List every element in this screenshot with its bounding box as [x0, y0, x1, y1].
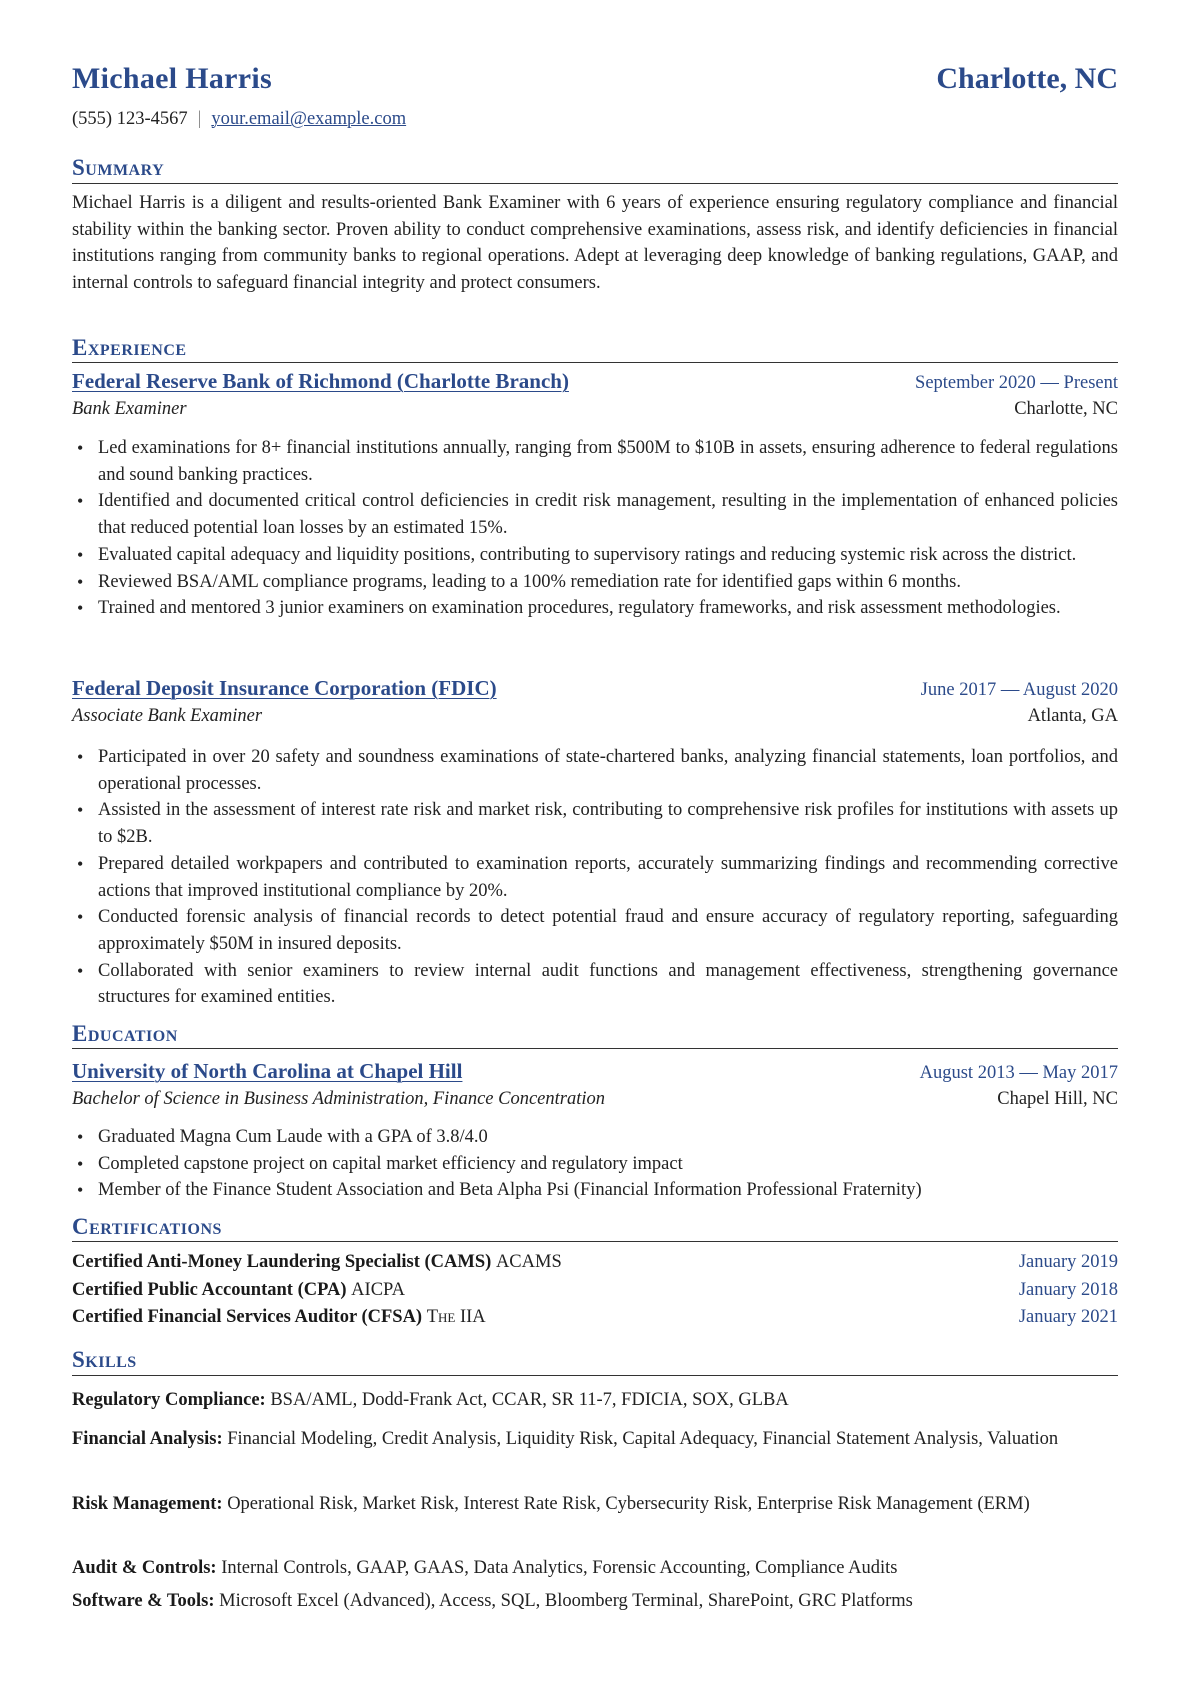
bullet-item: • Participated in over 20 safety and soundness examinations of state-chartered banks, analyzing financial statements, loan portfolios, and operational processes.: [72, 744, 1118, 797]
job-header: [72, 676, 1118, 701]
certification-item: [72, 1304, 1118, 1332]
school-link[interactable]: University of North Carolina at Chapel Hill: [72, 1059, 463, 1083]
cert-issuer: The IIA: [426, 1307, 486, 1327]
contact-separator: |: [197, 109, 202, 129]
contact-line: [72, 109, 1118, 130]
job-subheader: [72, 706, 1118, 727]
header-location: Charlotte, NC: [936, 62, 1118, 95]
skill-row: [72, 1426, 1118, 1453]
cert-issuer: ACAMS: [495, 1252, 562, 1272]
cert-date: January 2021: [1018, 1307, 1118, 1327]
job-role: Bank Examiner: [72, 399, 187, 419]
section-title-summary: Summary: [72, 155, 165, 180]
skill-label: Software & Tools:: [72, 1591, 215, 1611]
cert-name: Certified Anti-Money Laundering Specialist (CAMS): [72, 1252, 492, 1272]
skill-label: Financial Analysis:: [72, 1429, 223, 1449]
section-divider: [72, 362, 1118, 363]
job-dates: September 2020 — Present: [915, 373, 1118, 393]
job-header: [72, 369, 1118, 394]
bullet-item: • Graduated Magna Cum Laude with a GPA of 3.8/4.0: [72, 1124, 1118, 1151]
email-link[interactable]: your.email@example.com: [211, 109, 407, 129]
cert-issuer: AICPA: [351, 1279, 405, 1300]
bullet-item: • Evaluated capital adequacy and liquidity positions, contributing to supervisory ratings and reducing systemic risk across the district.: [72, 542, 1118, 569]
certification-item: [72, 1277, 1118, 1305]
skill-row: [72, 1387, 1118, 1414]
job-bullets: [72, 744, 1118, 1011]
section-divider: [72, 1375, 1118, 1376]
skill-label: Audit & Controls:: [72, 1558, 217, 1578]
bullet-item: • Led examinations for 8+ financial institutions annually, ranging from $500M to $10B in assets, ensuring adherence to federal regulations and sound banking practices.: [72, 435, 1118, 488]
cert-date: January 2019: [1018, 1252, 1118, 1272]
skill-value: Financial Modeling, Credit Analysis, Liquidity Risk, Capital Adequacy, Financial Statement Analysis, Valuation: [227, 1429, 1059, 1449]
job-location: Atlanta, GA: [1027, 706, 1118, 726]
skill-row: [72, 1555, 1118, 1582]
section-divider: [72, 183, 1118, 184]
phone: (555) 123-4567: [72, 109, 188, 129]
certification-list: [72, 1249, 1118, 1332]
bullet-item: • Identified and documented critical control deficiencies in credit risk management, resulting in the implementation of enhanced policies that reduced potential loan losses by an estimated 15%.: [72, 488, 1118, 541]
bullet-item: • Member of the Finance Student Association and Beta Alpha Psi (Financial Information Professional Fraternity): [72, 1177, 1118, 1204]
education-subheader: [72, 1089, 1118, 1110]
section-title-education: Education: [72, 1021, 178, 1046]
job-org-link[interactable]: Federal Deposit Insurance Corporation (FDIC): [72, 676, 497, 700]
degree: Bachelor of Science in Business Administration, Finance Concentration: [72, 1089, 605, 1109]
skill-row: [72, 1491, 1118, 1518]
job-bullets: [72, 435, 1118, 622]
skill-row: [72, 1588, 1118, 1615]
cert-name: Certified Public Accountant (CPA): [72, 1279, 347, 1300]
job-org-link[interactable]: Federal Reserve Bank of Richmond (Charlotte Branch): [72, 369, 569, 393]
bullet-item: • Reviewed BSA/AML compliance programs, leading to a 100% remediation rate for identified gaps within 6 months.: [72, 569, 1118, 596]
summary-text: Michael Harris is a diligent and results-oriented Bank Examiner with 6 years of experience ensuring regulatory compliance and financial stability within the banking sector. Proven ability to conduct comprehensive examinations, assess risk, and identify deficiencies in financial institutions ranging from community banks to regional operations. Adept at leveraging deep knowledge of banking regulations, GAAP, and internal controls to safeguard financial integrity and protect consumers.: [72, 193, 1118, 294]
certification-item: [72, 1249, 1118, 1277]
skill-label: Regulatory Compliance:: [72, 1390, 266, 1410]
job-location: Charlotte, NC: [1014, 399, 1118, 419]
section-title-skills: Skills: [72, 1347, 137, 1372]
education-bullets: [72, 1124, 1118, 1204]
cert-date: January 2018: [1018, 1279, 1118, 1300]
cert-name: Certified Financial Services Auditor (CFSA): [72, 1307, 423, 1327]
skill-value: Microsoft Excel (Advanced), Access, SQL, Bloomberg Terminal, SharePoint, GRC Platforms: [219, 1591, 913, 1611]
education-location: Chapel Hill, NC: [997, 1089, 1118, 1109]
skill-label: Risk Management:: [72, 1494, 223, 1514]
education-dates: August 2013 — May 2017: [919, 1063, 1118, 1083]
bullet-item: • Collaborated with senior examiners to review internal audit functions and management effectiveness, strengthening governance structures for examined entities.: [72, 958, 1118, 1011]
header: [72, 62, 1118, 96]
bullet-item: • Completed capstone project on capital market efficiency and regulatory impact: [72, 1151, 1118, 1178]
bullet-item: • Prepared detailed workpapers and contributed to examination reports, accurately summarizing findings and recommending corrective actions that improved institutional compliance by 20%.: [72, 851, 1118, 904]
job-role: Associate Bank Examiner: [72, 706, 263, 726]
education-header: [72, 1059, 1118, 1084]
bullet-item: • Trained and mentored 3 junior examiners on examination procedures, regulatory frameworks, and risk assessment methodologies.: [72, 595, 1118, 622]
section-divider: [72, 1241, 1118, 1242]
candidate-name: Michael Harris: [72, 62, 272, 95]
job-dates: June 2017 — August 2020: [920, 680, 1118, 700]
section-divider: [72, 1048, 1118, 1049]
job-subheader: [72, 399, 1118, 420]
section-title-certifications: Certifications: [72, 1214, 222, 1239]
skill-value: Operational Risk, Market Risk, Interest Rate Risk, Cybersecurity Risk, Enterprise Risk Management (ERM): [227, 1494, 1030, 1514]
section-title-experience: Experience: [72, 335, 187, 360]
bullet-item: • Assisted in the assessment of interest rate risk and market risk, contributing to comprehensive risk profiles for institutions with assets up to $2B.: [72, 797, 1118, 850]
skill-value: BSA/AML, Dodd-Frank Act, CCAR, SR 11-7, FDICIA, SOX, GLBA: [270, 1390, 789, 1410]
bullet-item: • Conducted forensic analysis of financial records to detect potential fraud and ensure accuracy of regulatory reporting, safeguarding approximately $50M in insured deposits.: [72, 904, 1118, 957]
skill-value: Internal Controls, GAAP, GAAS, Data Analytics, Forensic Accounting, Compliance Audits: [221, 1558, 898, 1578]
